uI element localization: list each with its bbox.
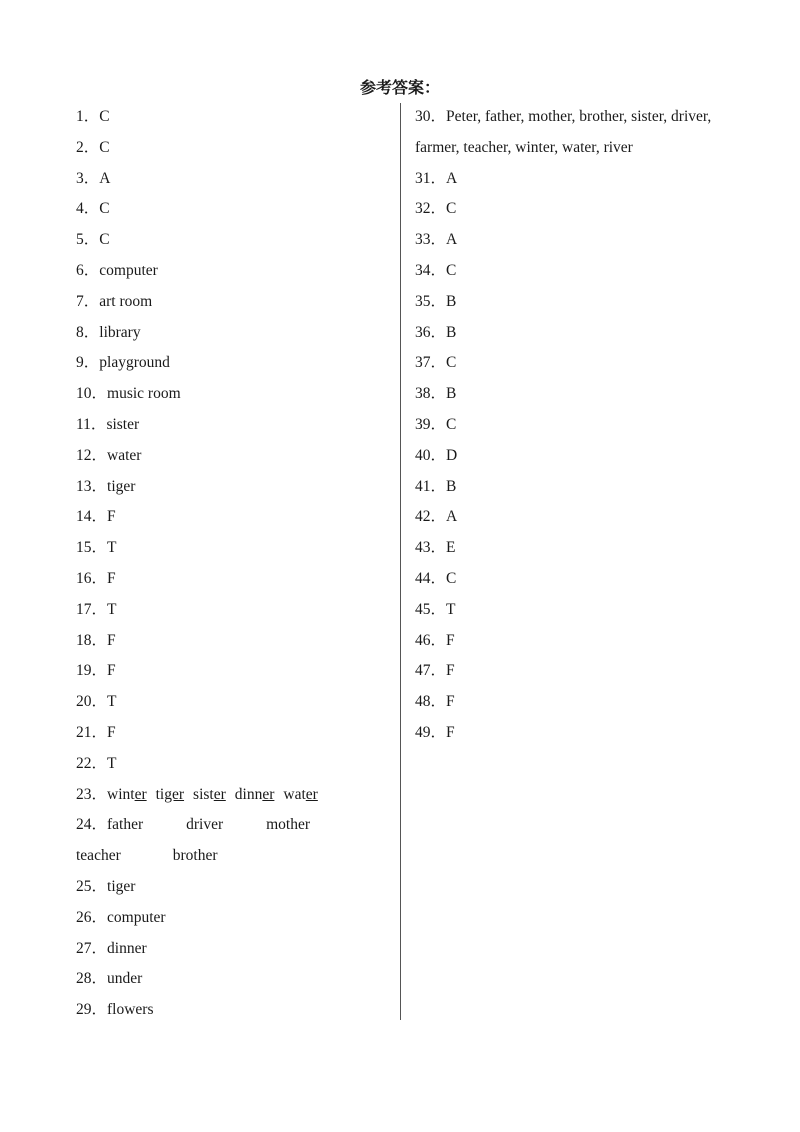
item-answer: computer: [107, 908, 166, 926]
answer-item-24-continued: [76, 843, 376, 874]
answer-item-23: [76, 782, 376, 813]
item-number: 6．: [76, 261, 100, 279]
word-base: dinn: [234, 785, 263, 803]
answer-item: [76, 381, 376, 412]
item-number: 3．: [76, 169, 100, 187]
item-number: 32．: [415, 200, 447, 218]
answer-item-30-continued: farmer, teacher, winter, water, river: [415, 138, 633, 156]
item-number: 2．: [76, 138, 100, 156]
item-answer: art room: [99, 292, 153, 310]
answer-word: father: [107, 816, 144, 834]
item-answer: D: [446, 446, 458, 464]
answer-item: [76, 227, 376, 258]
item-answer: tiger: [107, 877, 136, 895]
item-number: 18．: [76, 631, 108, 649]
answer-item: [76, 350, 376, 381]
item-answer: library: [99, 323, 141, 341]
item-number: 11．: [76, 415, 107, 433]
item-number: 35．: [415, 292, 447, 310]
answer-item: [415, 628, 745, 659]
answer-item: [76, 658, 376, 689]
item-number: 45．: [415, 600, 447, 618]
item-answer: F: [446, 723, 455, 741]
item-answer: Peter, father, mother, brother, sister, driver,: [446, 108, 712, 125]
answer-item: [76, 258, 376, 289]
item-number: 43．: [415, 539, 447, 557]
answer-item: [76, 166, 376, 197]
item-number: 37．: [415, 354, 447, 372]
answer-item: [415, 196, 745, 227]
item-number: 23．: [76, 785, 108, 803]
item-answer: playground: [99, 354, 170, 372]
answer-item: [415, 350, 745, 381]
answer-item: [76, 474, 376, 505]
answer-item: [415, 320, 745, 351]
item-number: 39．: [415, 415, 447, 433]
item-answer: F: [107, 631, 116, 649]
item-answer: B: [446, 385, 457, 403]
answer-item: [76, 689, 376, 720]
item-answer: tiger: [107, 477, 136, 495]
answer-word: [283, 782, 317, 808]
word-underlined-part: er: [305, 785, 318, 803]
item-answer: C: [446, 354, 457, 372]
item-number: 16．: [76, 569, 108, 587]
answer-word: [156, 782, 184, 808]
answer-item: [415, 504, 745, 535]
answer-word: [193, 782, 226, 808]
item-number: 42．: [415, 508, 447, 526]
item-answer: flowers: [107, 1001, 154, 1019]
answer-item: [76, 874, 376, 905]
item-number: 49．: [415, 723, 447, 741]
answer-item: [76, 566, 376, 597]
item-answer: T: [446, 600, 456, 618]
answer-item: [415, 443, 745, 474]
item-number: 30．: [415, 108, 447, 125]
item-answer: A: [446, 508, 458, 526]
item-answer: water: [107, 446, 142, 464]
item-answer: T: [107, 754, 117, 772]
answer-item: [76, 535, 376, 566]
answer-item: [415, 689, 745, 720]
item-number: 38．: [415, 385, 447, 403]
item-answer: F: [107, 723, 116, 741]
item-number: 4．: [76, 200, 100, 218]
answer-word: mother: [266, 816, 311, 834]
item-answer: F: [107, 508, 116, 526]
item-answer: under: [107, 970, 143, 988]
item-number: 5．: [76, 231, 100, 249]
answer-item: [415, 289, 745, 320]
item-answer: B: [446, 292, 457, 310]
item-number: 46．: [415, 631, 447, 649]
word-underlined-part: er: [134, 785, 147, 803]
answer-item-24: [76, 812, 376, 843]
answer-item: [415, 258, 745, 289]
item-number: 31．: [415, 169, 447, 187]
answer-item: [76, 289, 376, 320]
answer-item: [76, 936, 376, 967]
item-number: 27．: [76, 939, 108, 957]
item-number: 33．: [415, 231, 447, 249]
item-answer: sister: [106, 415, 140, 433]
answer-item: [76, 412, 376, 443]
item-number: 47．: [415, 662, 447, 680]
item-number: 41．: [415, 477, 447, 495]
answer-item: [415, 597, 745, 628]
word-base: wat: [283, 785, 306, 803]
item-answer: C: [446, 415, 457, 433]
word-underlined-part: er: [262, 785, 275, 803]
item-number: 8．: [76, 323, 100, 341]
answer-item: [76, 443, 376, 474]
item-number: 29．: [76, 1001, 108, 1019]
column-divider: [400, 103, 401, 1020]
item-answer: F: [446, 631, 455, 649]
item-number: 7．: [76, 292, 100, 310]
item-answer: T: [107, 600, 117, 618]
answer-item-30: [415, 104, 745, 135]
item-answer: dinner: [107, 939, 147, 957]
item-answer: A: [99, 169, 111, 187]
item-answer: A: [446, 169, 458, 187]
item-number: 1．: [76, 108, 100, 125]
item-answer: E: [446, 539, 456, 557]
item-answer: T: [107, 539, 117, 557]
item-number: 48．: [415, 693, 447, 711]
item-number: 15．: [76, 539, 108, 557]
answer-item: [76, 320, 376, 351]
answer-item: [76, 196, 376, 227]
answer-word: teacher: [76, 847, 121, 865]
answer-column-left: [76, 104, 376, 1028]
item-answer: B: [446, 323, 457, 341]
answer-item: [76, 597, 376, 628]
item-number: 10．: [76, 385, 108, 403]
answer-item: [76, 504, 376, 535]
item-answer: C: [99, 231, 110, 249]
word-underlined-part: er: [213, 785, 226, 803]
item-number: 25．: [76, 877, 108, 895]
answer-word: [107, 782, 147, 808]
answer-item: [76, 905, 376, 936]
item-answer: F: [446, 693, 455, 711]
item-number: 22．: [76, 754, 108, 772]
answer-item: [415, 381, 745, 412]
word-base: sist: [193, 785, 214, 803]
item-number: 17．: [76, 600, 108, 618]
answer-item: [415, 412, 745, 443]
answer-item: [76, 966, 376, 997]
answer-item: [415, 474, 745, 505]
item-answer: F: [107, 662, 116, 680]
answer-item: [415, 566, 745, 597]
item-number: 36．: [415, 323, 447, 341]
item-number: 9．: [76, 354, 100, 372]
answer-word: brother: [172, 847, 218, 865]
item-answer: F: [107, 569, 116, 587]
item-answer: A: [446, 231, 458, 249]
word-base: wint: [107, 785, 135, 803]
item-answer: B: [446, 477, 457, 495]
item-number: 40．: [415, 446, 447, 464]
answer-item: [415, 227, 745, 258]
answer-item: [76, 135, 376, 166]
item-answer: T: [107, 693, 117, 711]
item-answer: C: [446, 569, 457, 587]
answer-item: [415, 166, 745, 197]
page-title: 参考答案：: [359, 78, 440, 97]
item-number: 19．: [76, 662, 108, 680]
item-number: 44．: [415, 569, 447, 587]
answer-item: [76, 751, 376, 782]
item-number: 26．: [76, 908, 108, 926]
item-answer: music room: [107, 385, 181, 403]
answer-item: [76, 104, 376, 135]
item-answer: F: [446, 662, 455, 680]
answer-item: [76, 720, 376, 751]
item-answer: C: [446, 200, 457, 218]
item-answer: computer: [99, 261, 158, 279]
item-number: 14．: [76, 508, 108, 526]
answer-item: [415, 658, 745, 689]
item-answer: C: [99, 200, 110, 218]
word-row: [107, 812, 310, 838]
word-underlined-part: ger: [164, 785, 185, 803]
item-number: 34．: [415, 261, 447, 279]
item-answer: C: [99, 108, 110, 125]
item-answer: C: [446, 261, 457, 279]
answer-item: [76, 628, 376, 659]
item-number: 24．: [76, 816, 108, 834]
answer-item: [76, 997, 376, 1028]
answer-column-right: [415, 104, 745, 751]
answer-item: [415, 535, 745, 566]
answer-word: driver: [186, 816, 224, 834]
item-number: 12．: [76, 446, 108, 464]
item-number: 28．: [76, 970, 108, 988]
word-base: ti: [155, 785, 165, 803]
answer-word: [235, 782, 275, 808]
item-number: 21．: [76, 723, 108, 741]
item-number: 20．: [76, 693, 108, 711]
item-answer: C: [99, 138, 110, 156]
answer-item: [415, 720, 745, 751]
item-number: 13．: [76, 477, 108, 495]
